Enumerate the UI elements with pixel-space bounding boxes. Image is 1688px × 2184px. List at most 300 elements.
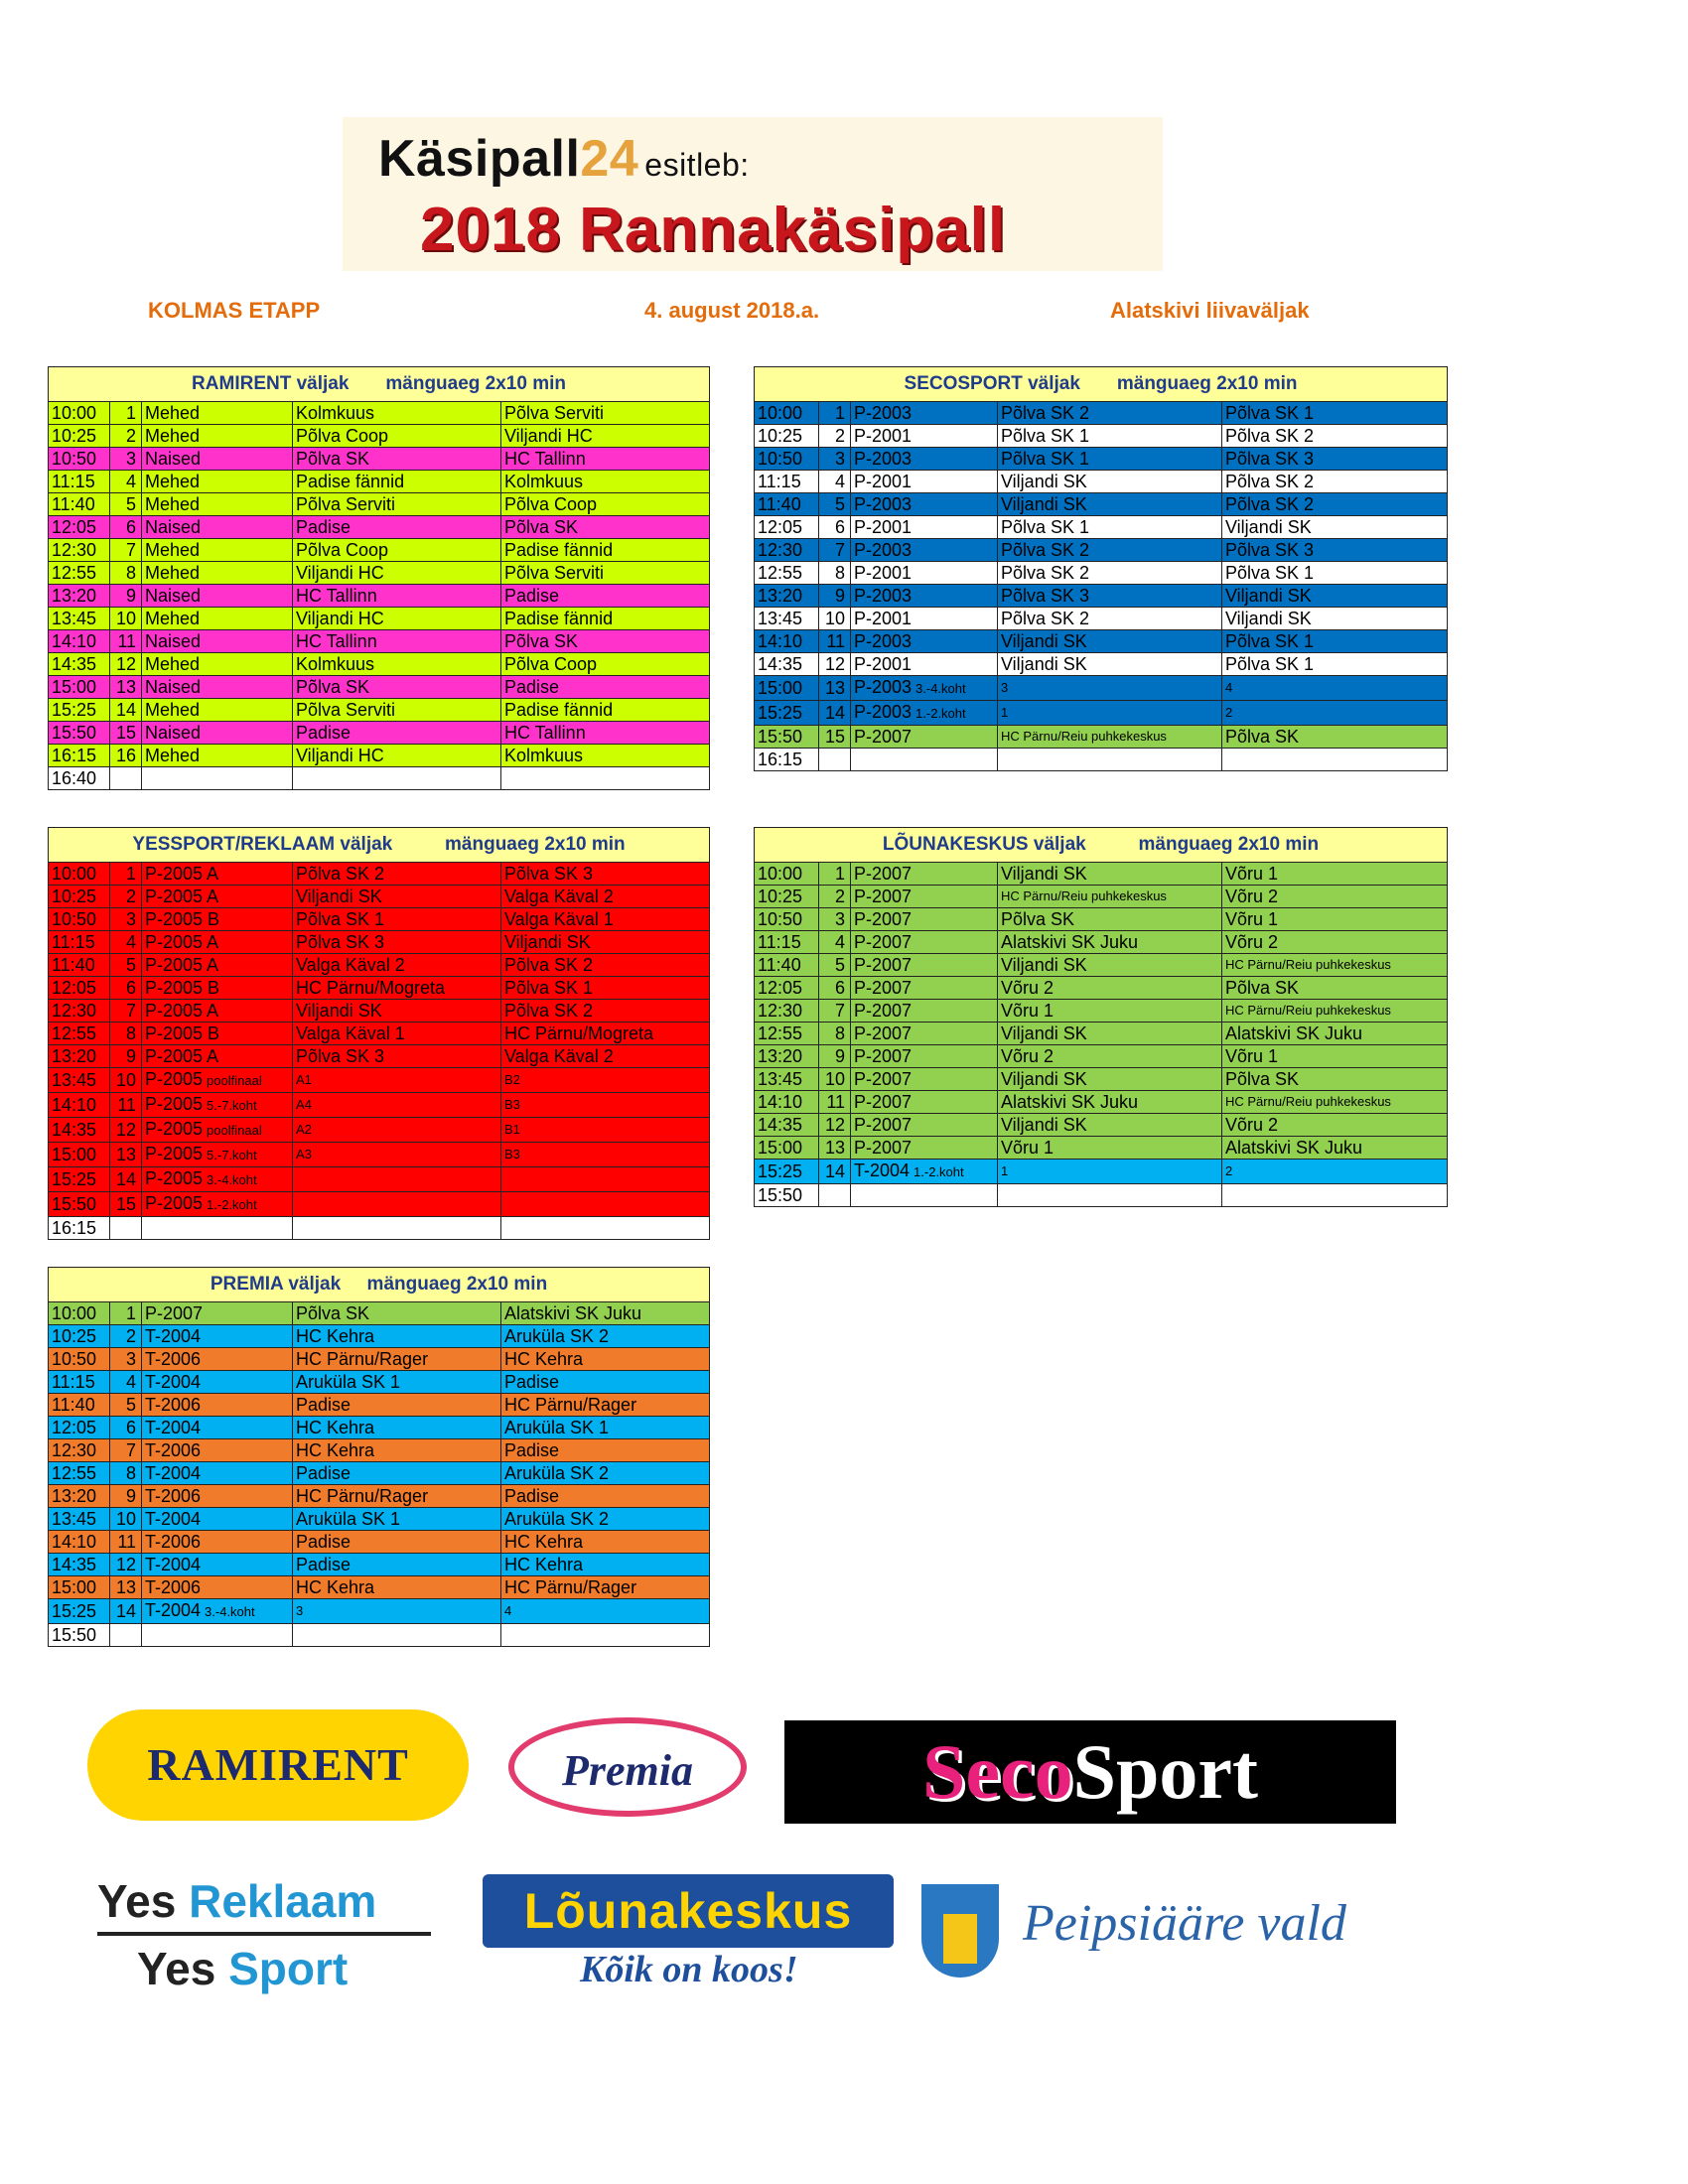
match-number: [110, 1348, 142, 1371]
away-team: [1222, 908, 1448, 931]
match-category-text: T-2004: [854, 1160, 911, 1180]
match-category: [142, 448, 293, 471]
home-team-text: Põlva SK: [296, 677, 370, 697]
match-time-text: 10:50: [52, 449, 97, 469]
match-time-text: 11:40: [52, 1395, 95, 1415]
match-category-text: T-2004: [145, 1555, 202, 1574]
match-time: [49, 886, 110, 908]
match-time-text: 13:20: [758, 1046, 803, 1066]
home-team-text: Põlva SK 1: [1001, 449, 1090, 469]
match-category-text: P-2007: [854, 1046, 913, 1066]
away-team: [501, 1192, 710, 1217]
table-row: [755, 908, 1448, 931]
yes-sport-word: Sport: [228, 1943, 349, 1994]
away-team: [1222, 1023, 1448, 1045]
match-category: [142, 1068, 293, 1093]
match-category-text: P-2007: [854, 909, 913, 929]
table-row: [49, 722, 710, 745]
match-time-text: 12:55: [52, 1463, 97, 1483]
match-time: [49, 1192, 110, 1217]
match-number: [110, 1624, 142, 1647]
match-number-text: 3: [125, 909, 136, 929]
home-team-text: 1: [1001, 705, 1009, 720]
home-team-text: Padise: [296, 1395, 352, 1415]
match-category-text: Naised: [145, 723, 202, 743]
table-row: [49, 1394, 710, 1417]
away-team: [501, 1624, 710, 1647]
match-time: [755, 585, 819, 608]
home-team: [293, 1417, 501, 1439]
match-time-text: 11:15: [52, 932, 95, 952]
match-category-text: P-2003: [854, 403, 913, 423]
match-category: [851, 516, 998, 539]
match-time: [49, 1302, 110, 1325]
match-category-text: P-2007: [854, 1115, 913, 1135]
home-team: [293, 425, 501, 448]
match-category-text: P-2005 A: [145, 864, 219, 884]
match-number-text: 7: [834, 1001, 845, 1021]
away-team: [501, 1394, 710, 1417]
match-category-text: T-2004: [145, 1418, 202, 1437]
match-time-text: 14:10: [52, 1095, 97, 1115]
match-stage-note: poolfinaal: [207, 1123, 262, 1138]
match-stage-note: 3.-4.koht: [205, 1604, 255, 1619]
table-row: [49, 1000, 710, 1023]
home-team: [998, 931, 1222, 954]
home-team: [998, 539, 1222, 562]
home-team: [998, 562, 1222, 585]
match-time: [49, 608, 110, 630]
away-team-text: Kolmkuus: [504, 472, 584, 491]
match-number: [819, 931, 851, 954]
away-team-text: B2: [504, 1072, 520, 1087]
match-time: [49, 908, 110, 931]
home-team: [293, 1348, 501, 1371]
home-team-text: HC Kehra: [296, 1440, 375, 1460]
home-team-text: Võru 1: [1001, 1001, 1055, 1021]
away-team: [1222, 402, 1448, 425]
home-team-text: Padise fännid: [296, 472, 405, 491]
away-team-text: Aruküla SK 2: [504, 1326, 610, 1346]
table-title: SECOSPORT väljak mänguaeg 2x10 min: [755, 367, 1448, 402]
match-number-text: 9: [125, 1486, 136, 1506]
match-time: [49, 745, 110, 767]
table-row: [49, 448, 710, 471]
match-number-text: 11: [117, 631, 136, 651]
home-team-text: Võru 2: [1001, 978, 1055, 998]
match-number-text: 12: [824, 1115, 845, 1135]
match-category: [142, 539, 293, 562]
match-number-text: 7: [834, 540, 845, 560]
home-team-text: 3: [1001, 680, 1009, 695]
match-number-text: 11: [826, 631, 845, 651]
away-team-text: Võru 1: [1225, 909, 1279, 929]
home-team: [998, 425, 1222, 448]
away-team: [1222, 676, 1448, 701]
match-time: [755, 1137, 819, 1160]
away-team: [1222, 1137, 1448, 1160]
match-stage-note: 3.-4.koht: [915, 681, 966, 696]
match-number-text: 12: [824, 654, 845, 674]
home-team-text: Aruküla SK 1: [296, 1509, 401, 1529]
match-time: [49, 1371, 110, 1394]
match-time-text: 12:05: [52, 1418, 97, 1437]
away-team-text: Viljandi SK: [1225, 586, 1312, 606]
match-category: [142, 1118, 293, 1143]
home-team-text: HC Kehra: [296, 1577, 375, 1597]
match-time: [49, 1325, 110, 1348]
match-number: [819, 585, 851, 608]
match-category: [142, 745, 293, 767]
match-time: [755, 1000, 819, 1023]
match-category-text: Mehed: [145, 472, 201, 491]
table-row: [49, 886, 710, 908]
away-team: [1222, 1160, 1448, 1184]
home-team: [998, 493, 1222, 516]
away-team: [1222, 886, 1448, 908]
match-number: [110, 1000, 142, 1023]
match-number: [819, 448, 851, 471]
match-category-text: P-2005 A: [145, 1001, 219, 1021]
premia-logo: Premia: [508, 1717, 747, 1817]
match-number-text: 12: [115, 1555, 136, 1574]
match-time: [49, 1508, 110, 1531]
home-team: [293, 1439, 501, 1462]
home-team: [293, 1023, 501, 1045]
match-category-text: P-2003: [854, 586, 913, 606]
match-number: [110, 1118, 142, 1143]
match-time-text: 14:35: [758, 654, 803, 674]
home-team-text: HC Pärnu/Mogreta: [296, 978, 446, 998]
away-team: [501, 722, 710, 745]
match-time-text: 16:40: [52, 768, 97, 788]
home-team-text: Viljandi HC: [296, 609, 384, 628]
match-time: [755, 1114, 819, 1137]
match-number: [819, 1023, 851, 1045]
home-team-text: 3: [296, 1603, 304, 1618]
match-number: [110, 448, 142, 471]
table-row: [49, 1599, 710, 1624]
match-number: [110, 1531, 142, 1554]
home-team: [998, 1000, 1222, 1023]
away-team: [1222, 1091, 1448, 1114]
match-time-text: 16:15: [52, 1218, 97, 1238]
match-time-text: 15:50: [758, 1185, 803, 1205]
match-category: [142, 585, 293, 608]
match-time: [49, 767, 110, 790]
table-row: [755, 954, 1448, 977]
away-team-text: Võru 1: [1225, 1046, 1279, 1066]
home-team: [998, 676, 1222, 701]
home-team: [293, 1531, 501, 1554]
away-team-text: B3: [504, 1147, 520, 1161]
match-time: [755, 977, 819, 1000]
table-row: [49, 1302, 710, 1325]
match-time-text: 15:00: [52, 1577, 97, 1597]
match-category: [851, 1023, 998, 1045]
match-category: [142, 863, 293, 886]
match-category-text: P-2005: [145, 1069, 204, 1089]
away-team-text: 4: [504, 1603, 512, 1618]
table-row: [755, 1045, 1448, 1068]
match-category-text: P-2001: [854, 654, 913, 674]
match-time: [49, 425, 110, 448]
match-category: [142, 1045, 293, 1068]
match-time: [49, 1394, 110, 1417]
match-time: [49, 1485, 110, 1508]
match-category: [851, 701, 998, 726]
match-category: [851, 653, 998, 676]
table-row: [49, 1045, 710, 1068]
home-team: [998, 585, 1222, 608]
match-number: [819, 539, 851, 562]
match-number-text: 10: [115, 1509, 136, 1529]
match-category-text: T-2004: [145, 1600, 202, 1620]
match-category-text: P-2001: [854, 609, 913, 628]
away-team-text: Põlva SK: [504, 631, 579, 651]
away-team-text: Põlva SK 3: [504, 864, 594, 884]
match-category-text: Mehed: [145, 746, 201, 765]
match-time: [49, 1348, 110, 1371]
home-team-text: Viljandi SK: [1001, 955, 1087, 975]
match-number: [819, 908, 851, 931]
home-team: [293, 767, 501, 790]
table-row: [49, 1624, 710, 1647]
table-row: [49, 1023, 710, 1045]
match-category: [142, 425, 293, 448]
match-time: [49, 1439, 110, 1462]
match-number-text: 13: [115, 677, 136, 697]
table-row: [755, 539, 1448, 562]
table-row: [49, 539, 710, 562]
match-time: [49, 1531, 110, 1554]
away-team: [501, 954, 710, 977]
away-team-text: Viljandi SK: [504, 932, 591, 952]
event-banner: [343, 117, 1163, 271]
table-row: [49, 1143, 710, 1167]
banner-brand-line: [378, 129, 750, 189]
match-number: [110, 1167, 142, 1192]
home-team: [293, 1394, 501, 1417]
match-stage-note: poolfinaal: [207, 1073, 262, 1088]
match-number-text: 9: [834, 586, 845, 606]
home-team-text: A1: [296, 1072, 312, 1087]
match-number: [819, 676, 851, 701]
home-team-text: Padise: [296, 1463, 352, 1483]
match-time-text: 10:00: [52, 864, 97, 884]
match-category: [851, 448, 998, 471]
match-number: [819, 630, 851, 653]
match-time: [755, 448, 819, 471]
match-number: [110, 863, 142, 886]
away-team-text: Padise: [504, 586, 560, 606]
away-team-text: Põlva SK 3: [1225, 540, 1315, 560]
match-category: [851, 1137, 998, 1160]
banner-event-title: 2018 Rannakäsipall: [420, 196, 1007, 264]
match-category: [142, 1394, 293, 1417]
match-time-text: 13:45: [52, 1509, 97, 1529]
away-team-text: Viljandi SK: [1225, 517, 1312, 537]
match-number-text: 8: [834, 563, 845, 583]
home-team: [293, 539, 501, 562]
home-team-text: Viljandi SK: [1001, 494, 1087, 514]
away-team-text: Aruküla SK 2: [504, 1509, 610, 1529]
table-row: [755, 1184, 1448, 1207]
match-category: [851, 886, 998, 908]
home-team: [998, 448, 1222, 471]
match-number-text: 1: [834, 403, 845, 423]
match-category: [142, 1599, 293, 1624]
table-row: [49, 1068, 710, 1093]
match-category: [851, 562, 998, 585]
yes-reklaam-yes-sport-logo: [97, 1874, 431, 2013]
match-time-text: 10:25: [52, 887, 97, 906]
match-time: [49, 630, 110, 653]
table-row: [755, 676, 1448, 701]
away-team-text: Põlva Coop: [504, 654, 598, 674]
home-team: [998, 516, 1222, 539]
match-number: [110, 1302, 142, 1325]
match-category-text: P-2003: [854, 540, 913, 560]
home-team: [293, 977, 501, 1000]
match-time-text: 16:15: [758, 750, 803, 769]
home-team: [293, 676, 501, 699]
away-team: [1222, 585, 1448, 608]
match-time-text: 13:45: [758, 609, 803, 628]
table-row: [755, 1023, 1448, 1045]
match-time-text: 10:50: [758, 449, 803, 469]
away-team: [501, 471, 710, 493]
away-team-text: Põlva SK 1: [1225, 403, 1315, 423]
away-team-text: HC Pärnu/Mogreta: [504, 1024, 654, 1043]
match-number-text: 7: [125, 1001, 136, 1021]
away-team: [1222, 1000, 1448, 1023]
match-category: [142, 1462, 293, 1485]
home-team: [293, 471, 501, 493]
match-number: [819, 749, 851, 771]
match-time: [49, 653, 110, 676]
match-category: [851, 1160, 998, 1184]
home-team-text: Viljandi SK: [1001, 472, 1087, 491]
away-team: [1222, 1045, 1448, 1068]
home-team: [998, 749, 1222, 771]
match-category-text: Naised: [145, 677, 202, 697]
match-category: [142, 1531, 293, 1554]
away-team: [501, 1348, 710, 1371]
away-team: [501, 1093, 710, 1118]
away-team-text: Valga Käval 2: [504, 1046, 614, 1066]
match-time-text: 12:55: [758, 563, 803, 583]
match-time-text: 10:50: [758, 909, 803, 929]
table-row: [49, 1417, 710, 1439]
home-team-text: Padise: [296, 1555, 352, 1574]
match-number: [110, 954, 142, 977]
match-category: [142, 1302, 293, 1325]
home-team-text: HC Pärnu/Reiu puhkekeskus: [1001, 729, 1167, 744]
match-number-text: 8: [125, 563, 136, 583]
match-stage-note: 5.-7.koht: [207, 1148, 257, 1162]
away-team-text: Padise fännid: [504, 540, 614, 560]
home-team-text: Viljandi HC: [296, 563, 384, 583]
match-number: [819, 1045, 851, 1068]
match-time-text: 15:25: [758, 703, 803, 723]
home-team-text: HC Pärnu/Rager: [296, 1486, 429, 1506]
match-time: [49, 676, 110, 699]
match-stage-note: 5.-7.koht: [207, 1098, 257, 1113]
match-number-text: 2: [125, 887, 136, 906]
table-row: [49, 1531, 710, 1554]
away-team: [501, 1118, 710, 1143]
match-time-text: 13:45: [758, 1069, 803, 1089]
match-number-text: 15: [824, 727, 845, 747]
home-team-text: Viljandi SK: [1001, 654, 1087, 674]
match-number-text: 14: [824, 703, 845, 723]
match-category: [851, 539, 998, 562]
table-row: [755, 630, 1448, 653]
match-category: [142, 562, 293, 585]
away-team: [1222, 1184, 1448, 1207]
match-time-text: 12:30: [758, 540, 803, 560]
match-number-text: 7: [125, 1440, 136, 1460]
table-row: [755, 448, 1448, 471]
home-team-text: HC Pärnu/Rager: [296, 1349, 429, 1369]
match-category-text: P-2005 A: [145, 887, 219, 906]
away-team: [1222, 425, 1448, 448]
match-time-text: 11:15: [758, 472, 801, 491]
away-team: [1222, 608, 1448, 630]
table-row: [49, 630, 710, 653]
match-number-text: 4: [125, 932, 136, 952]
away-team-text: Põlva SK 1: [1225, 563, 1315, 583]
match-number-text: 11: [117, 1532, 136, 1552]
home-team: [293, 1576, 501, 1599]
peipsiaare-crest-icon: [921, 1884, 999, 1978]
match-category-text: P-2007: [854, 1024, 913, 1043]
away-team: [1222, 931, 1448, 954]
away-team-text: Põlva SK 2: [1225, 472, 1315, 491]
home-team-text: Viljandi SK: [296, 1001, 382, 1021]
match-number: [110, 1023, 142, 1045]
match-time-text: 11:15: [758, 932, 801, 952]
match-number-text: 1: [834, 864, 845, 884]
match-number: [110, 539, 142, 562]
match-category-text: P-2007: [145, 1303, 204, 1323]
table-row: [49, 402, 710, 425]
match-time: [755, 562, 819, 585]
away-team: [1222, 471, 1448, 493]
match-category: [851, 931, 998, 954]
table-row: [755, 562, 1448, 585]
away-team-text: HC Kehra: [504, 1555, 584, 1574]
match-number: [110, 1554, 142, 1576]
match-number-text: 2: [125, 1326, 136, 1346]
away-team-text: Põlva SK: [1225, 1069, 1300, 1089]
yes-logo-divider: [97, 1932, 431, 1936]
match-number: [819, 1068, 851, 1091]
match-category: [142, 1217, 293, 1240]
match-time-text: 13:45: [52, 609, 97, 628]
home-team: [293, 1624, 501, 1647]
match-time: [49, 1143, 110, 1167]
match-category-text: P-2005: [145, 1094, 204, 1114]
match-category: [142, 1624, 293, 1647]
home-team: [998, 630, 1222, 653]
match-category-text: T-2006: [145, 1532, 202, 1552]
home-team-text: Viljandi SK: [1001, 864, 1087, 884]
match-number-text: 4: [834, 932, 845, 952]
home-team-text: Põlva SK 1: [1001, 426, 1090, 446]
away-team: [501, 1417, 710, 1439]
